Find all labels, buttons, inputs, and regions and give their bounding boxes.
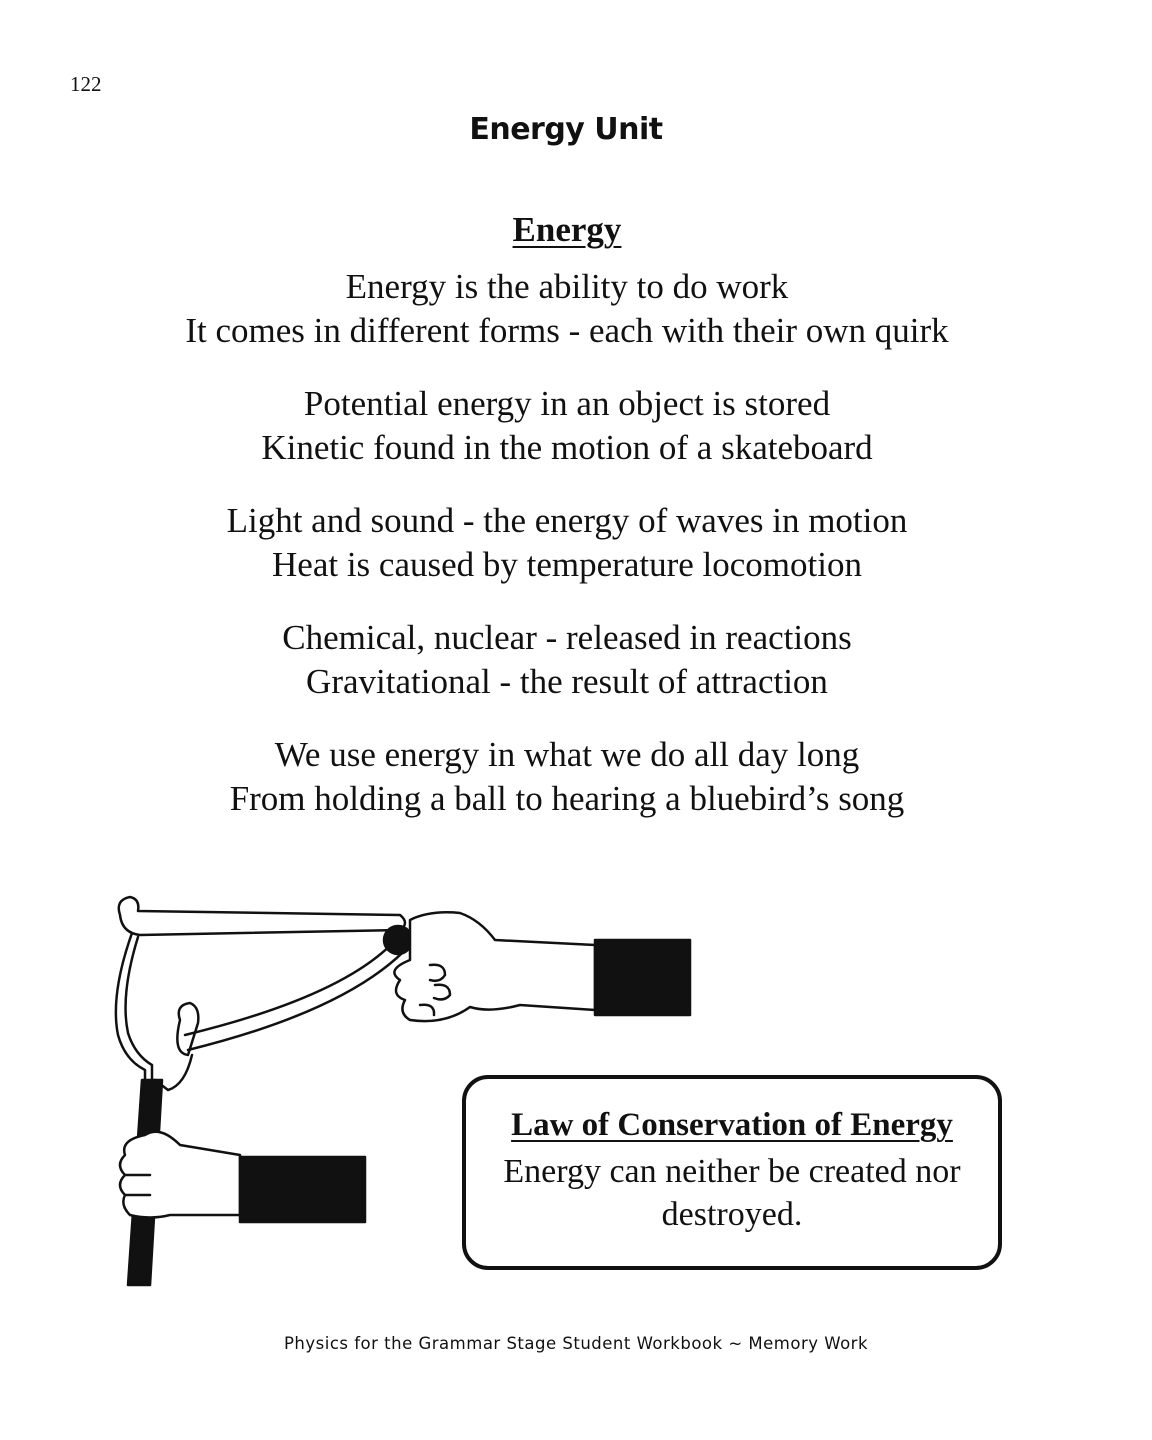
poem-line: Potential energy in an object is stored: [303, 384, 831, 423]
stanza: [0, 733, 1134, 820]
poem-line: Kinetic found in the motion of a skateboard: [261, 427, 873, 467]
poem-line: From holding a ball to hearing a bluebird’s song: [229, 778, 905, 818]
page-footer: Physics for the Grammar Stage Student Workbook ~ Memory Work: [283, 1334, 869, 1353]
stanza: [0, 382, 1134, 469]
poem-line: Chemical, nuclear - released in reactions: [282, 618, 852, 657]
poem-line: Heat is caused by temperature locomotion: [272, 544, 862, 584]
poem-title: [0, 210, 1140, 250]
poem-line: Gravitational - the result of attraction: [306, 661, 828, 701]
law-of-conservation-box: [462, 1075, 1002, 1270]
stanza: [0, 265, 1134, 352]
poem-line: Energy is the ability to do work: [345, 267, 789, 306]
poem-line: We use energy in what we do all day long: [274, 735, 860, 774]
poem-body: [0, 265, 1134, 850]
law-text: Energy can neither be created nor destroyed.: [503, 1153, 961, 1233]
stanza: [0, 616, 1134, 703]
poem-line: Light and sound - the energy of waves in motion: [226, 501, 908, 540]
poem-line: It comes in different forms - each with their own quirk: [185, 310, 949, 350]
page-number: 122: [70, 72, 102, 96]
law-title: Law of Conservation of Energy: [511, 1107, 953, 1143]
unit-title: Energy Unit: [469, 112, 663, 147]
poem-title-text: Energy: [512, 210, 622, 249]
stanza: [0, 499, 1134, 586]
